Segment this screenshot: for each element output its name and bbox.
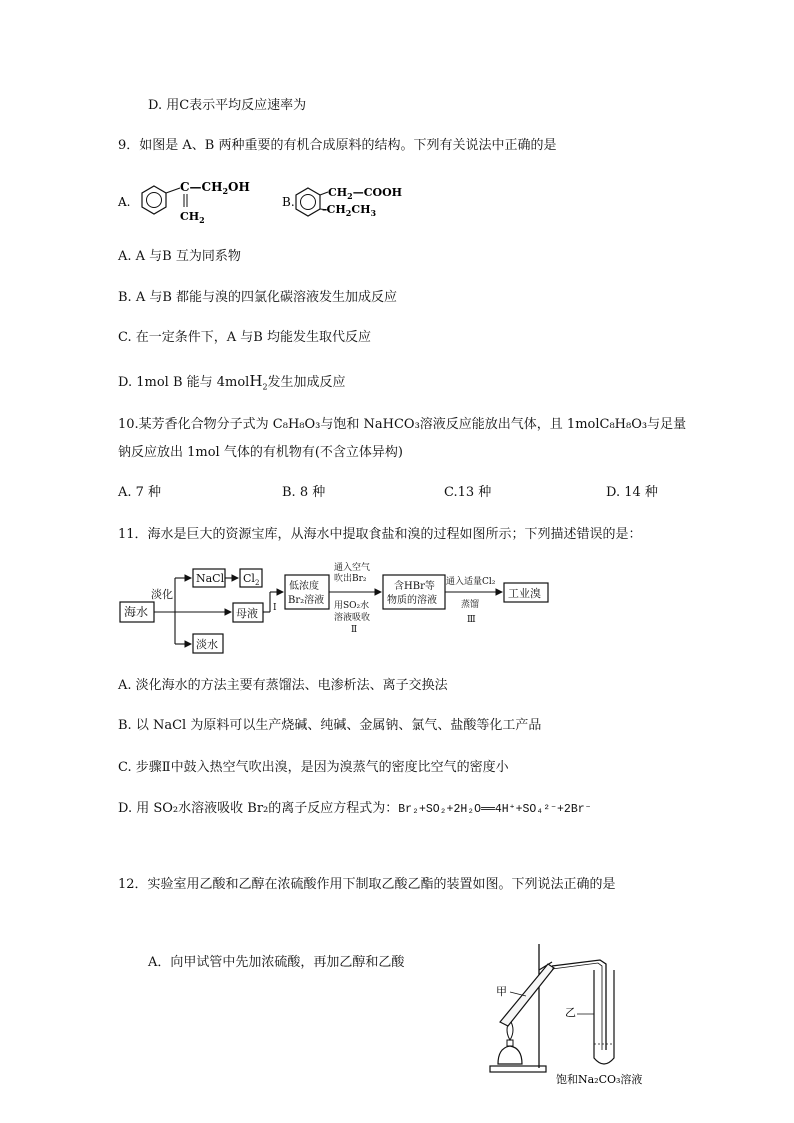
q9-option-d-post: 发生加成反应 <box>267 375 346 390</box>
q9-option-d-h: H <box>249 372 263 390</box>
q9-option-b: B. A 与B 都能与溴的四氯化碳溶液发生加成反应 <box>118 290 398 305</box>
benzene-ring-b-circle <box>301 195 316 210</box>
q9-structures <box>110 172 440 232</box>
text-so2-1: 用SO₂水 <box>334 601 370 611</box>
stand-base <box>490 1066 546 1072</box>
q12-apparatus <box>470 940 670 1090</box>
text-indbr: 工业溴 <box>508 587 541 600</box>
q12-option-a: A．向甲试管中先加浓硫酸，再加乙醇和乙酸 <box>148 955 405 970</box>
q11-option-a: A. 淡化海水的方法主要有蒸馏法、电渗析法、离子交换法 <box>118 678 448 693</box>
text-lowbr-2: Br₂溶液 <box>288 595 325 606</box>
q9-option-c: C. 在一定条件下，A 与B 均能发生取代反应 <box>118 330 371 345</box>
delivery-tube <box>552 960 606 1050</box>
q11-option-d-pre: D. 用 SO₂水溶液吸收 Br₂的离子反应方程式为： <box>118 801 399 816</box>
text-mother: 母液 <box>236 607 258 620</box>
alcohol-lamp <box>498 1046 522 1064</box>
text-step1: Ⅰ <box>273 603 277 613</box>
struct-a-ch2: $CH_2$ <box>180 210 205 225</box>
label-yi: 乙 <box>565 1006 576 1019</box>
text-so2-2: 溶液吸收 <box>334 613 371 623</box>
text-hbr-1: 含HBr等 <box>394 581 435 592</box>
tube-yi <box>594 970 614 1064</box>
text-lowbr-1: 低浓度 <box>289 581 319 592</box>
text-air-1: 通入空气 <box>334 563 371 573</box>
text-seawater: 海水 <box>124 605 149 619</box>
q10-stem-line2: 钠反应放出 1mol 气体的有机物有(不含立体异构) <box>118 445 403 460</box>
text-step3: Ⅲ <box>467 615 476 625</box>
q8-option-d: D. 用C表示平均反应速率为 <box>148 98 307 113</box>
label-jia: 甲 <box>496 985 507 998</box>
text-distill: 蒸馏 <box>461 600 480 610</box>
q9-option-a: A. A 与B 互为同系物 <box>118 249 241 264</box>
q10-option-c: C.13 种 <box>444 485 492 500</box>
text-fresh: 淡水 <box>196 638 218 651</box>
q9-option-d-pre: D. 1mol B 能与 4mol <box>118 375 250 390</box>
text-cl2-in: 通入适量Cl₂ <box>446 577 496 587</box>
q11-stem: 11．海水是巨大的资源宝库，从海水中提取食盐和溴的过程如图所示；下列描述错误的是： <box>118 527 642 542</box>
struct-a-chain: $C—CH_2OH$ <box>180 180 250 196</box>
q10-option-d: D. 14 种 <box>606 485 658 500</box>
struct-b-bottom: $-CH_2CH_3$ <box>322 203 377 218</box>
q10-option-a: A. 7 种 <box>118 485 162 500</box>
text-nacl: NaCl <box>196 572 225 585</box>
text-air-2: 吹出Br₂ <box>334 574 367 584</box>
benzene-ring-a-circle <box>147 193 162 208</box>
q11-option-c: C. 步骤Ⅱ中鼓入热空气吹出溴，是因为溴蒸气的密度比空气的密度小 <box>118 760 509 775</box>
q9-option-d-sub: 2 <box>262 382 268 392</box>
q9-option-d <box>118 372 346 397</box>
q11-option-d-equation: Br₂+SO₂+2H₂O══4H⁺+SO₄²⁻+2Br⁻ <box>398 803 592 816</box>
q11-flow-diagram <box>115 562 565 662</box>
struct-a-label: A. <box>118 195 131 209</box>
text-desal: 淡化 <box>151 588 173 601</box>
q10-option-b: B. 8 种 <box>282 485 326 500</box>
benzene-ring-a <box>142 186 166 214</box>
struct-b-label: B. <box>282 195 295 209</box>
text-hbr-2: 物质的溶液 <box>387 595 437 606</box>
tube-jia <box>500 964 554 1026</box>
benzene-ring-b <box>296 188 320 216</box>
q11-option-b: B. 以 NaCl 为原料可以生产烧碱、纯碱、金属钠、氯气、盐酸等化工产品 <box>118 718 542 733</box>
q10-stem-line1: 10.某芳香化合物分子式为 C₈H₈O₃与饱和 NaHCO₃溶液反应能放出气体，且 1molC₈H₈O₃与足量 <box>118 417 687 432</box>
struct-b-top: $CH_2—COOH$ <box>328 186 403 201</box>
label-saturated: 饱和Na₂CO₃溶液 <box>556 1073 643 1086</box>
q12-stem: 12．实验室用乙酸和乙醇在浓硫酸作用下制取乙酸乙酯的装置如图。下列说法正确的是 <box>118 877 616 892</box>
text-cl2: $Cl_2$ <box>243 572 260 587</box>
q9-stem: 9．如图是 A、B 两种重要的有机合成原料的结构。下列有关说法中正确的是 <box>118 138 557 153</box>
bond-b-1 <box>320 192 328 195</box>
text-step2: Ⅱ <box>351 625 358 635</box>
q11-option-d <box>118 800 592 819</box>
bond-a-1 <box>166 188 180 193</box>
